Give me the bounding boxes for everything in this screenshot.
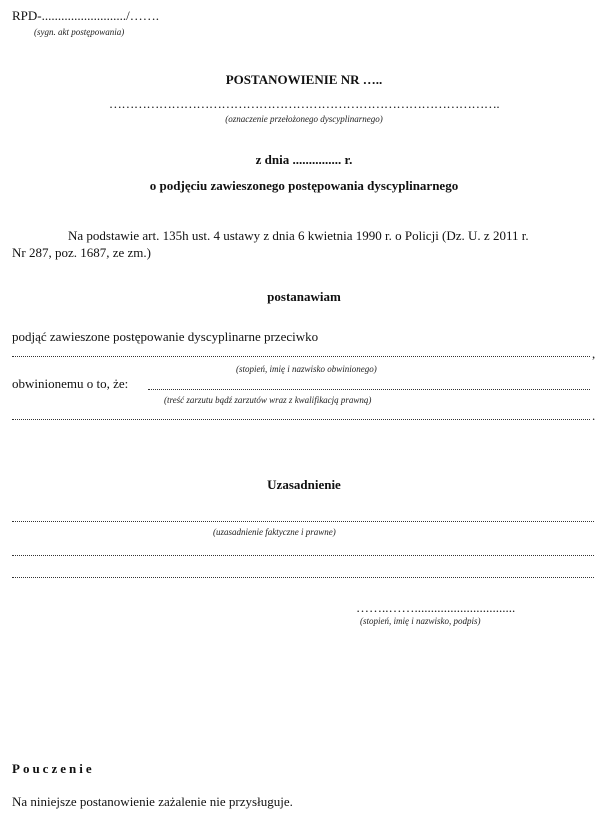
- case-reference-caption: (sygn. akt postępowania): [34, 27, 125, 37]
- justification-dotted-line-1: [12, 521, 594, 522]
- decision-line: podjąć zawieszone postępowanie dyscyplinarne przeciwko: [12, 329, 319, 344]
- superior-caption: (oznaczenie przełożonego dyscyplinarnego): [225, 114, 383, 124]
- decision-heading: postanawiam: [267, 289, 341, 304]
- superior-dots: ………………………………………………………………………………….: [108, 96, 500, 111]
- charge-dotted-line-2: [12, 419, 590, 420]
- justification-caption: (uzasadnienie faktyczne i prawne): [213, 527, 336, 537]
- charge-period: .: [592, 408, 596, 423]
- accused-comma: ,: [592, 346, 596, 361]
- signature-dots: ……..……...............................: [356, 600, 516, 615]
- document-title: POSTANOWIENIE NR …..: [225, 72, 383, 87]
- date-line: z dnia ............... r.: [255, 152, 353, 167]
- justification-dotted-line-3: [12, 577, 594, 578]
- justification-dotted-line-2: [12, 555, 594, 556]
- legal-basis-line-2: Nr 287, poz. 1687, ze zm.): [12, 245, 151, 260]
- justification-heading: Uzasadnienie: [267, 477, 341, 492]
- case-reference: RPD-........................../…….: [12, 8, 159, 23]
- charge-label: obwinionemu o to, że:: [12, 376, 129, 391]
- charge-caption: (treść zarzutu bądź zarzutów wraz z kwalifikacją prawną): [164, 395, 372, 405]
- charge-dotted-line: [148, 389, 590, 390]
- signature-caption: (stopień, imię i nazwisko, podpis): [360, 616, 481, 626]
- instruction-heading: Pouczenie: [12, 761, 95, 776]
- accused-dotted-line: [12, 356, 590, 357]
- accused-caption: (stopień, imię i nazwisko obwinionego): [236, 364, 377, 374]
- document-subject: o podjęciu zawieszonego postępowania dyscyplinarnego: [149, 178, 459, 193]
- instruction-text: Na niniejsze postanowienie zażalenie nie przysługuje.: [12, 794, 293, 809]
- legal-basis-line-1: Na podstawie art. 135h ust. 4 ustawy z dnia 6 kwietnia 1990 r. o Policji (Dz. U. z 2011 r.: [68, 228, 529, 243]
